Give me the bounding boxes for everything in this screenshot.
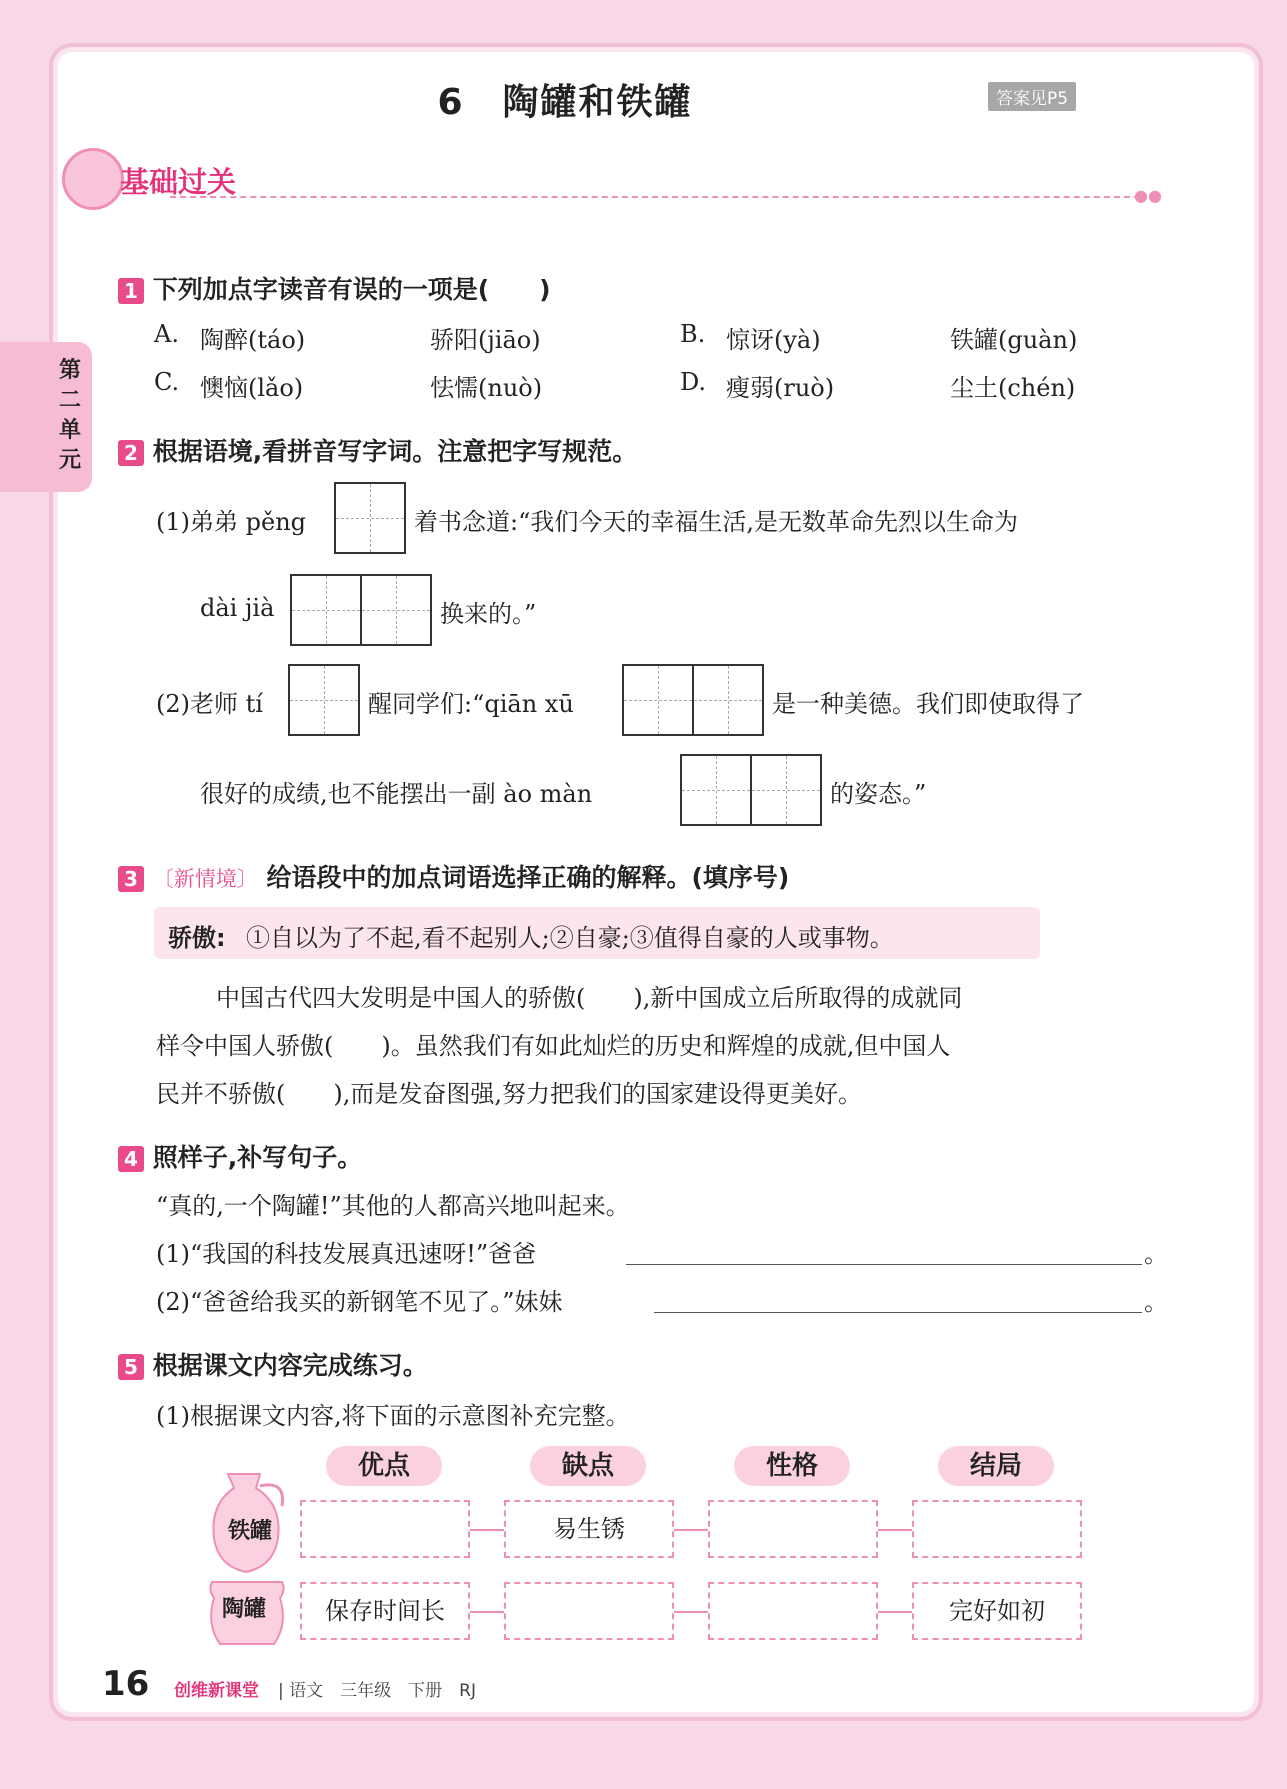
q2-line4-prefix: 很好的成绩,也不能摆出一副 ào màn	[200, 780, 593, 808]
new-context-tag: 〔新情境〕	[152, 867, 258, 891]
writing-grid-daijia[interactable]	[290, 574, 432, 646]
connector	[674, 1529, 708, 1531]
example-sentence: “真的,一个陶罐!”其他的人都高兴地叫起来。	[156, 1192, 630, 1220]
iron-disadvantage-box: 易生锈	[504, 1500, 674, 1558]
book-info: | 语文 三年级 下册 RJ	[278, 1681, 476, 1701]
question-text: 根据语境,看拼音写字词。注意把字写规范。	[152, 437, 638, 466]
sentence-2-end: 。	[1144, 1288, 1168, 1316]
option-b-word-2: 铁罐(guàn)	[950, 326, 1078, 354]
option-a-label: A.	[154, 320, 179, 348]
q2-line3-suffix: 是一种美德。我们即使取得了	[772, 690, 1084, 718]
question-number: 4	[118, 1146, 144, 1172]
lesson-title: 6 陶罐和铁罐	[437, 82, 693, 123]
question-2	[118, 432, 637, 468]
sentence-1-end: 。	[1144, 1240, 1168, 1268]
paragraph-line-1: 中国古代四大发明是中国人的骄傲( ),新中国成立后所取得的成就同	[216, 984, 963, 1012]
answer-reference-tag: 答案见P5	[988, 82, 1076, 111]
q2-line3-middle: 醒同学们:“qiān xū	[368, 690, 574, 718]
writing-grid-ti[interactable]	[288, 664, 360, 736]
question-1	[118, 270, 551, 306]
option-b-word-1: 惊讶(yà)	[726, 326, 821, 354]
q2-line1-suffix: 着书念道:“我们今天的幸福生活,是无数革命先烈以生命为	[414, 508, 1018, 536]
definition-word: 骄傲:	[168, 924, 226, 952]
sentence-2-prompt: (2)“爸爸给我买的新钢笔不见了。”妹妹	[156, 1288, 563, 1316]
mascot-icon	[62, 148, 124, 210]
page-number: 16	[102, 1664, 150, 1704]
connector	[674, 1611, 708, 1613]
section-divider	[170, 196, 1140, 198]
iron-jar-label: 铁罐	[228, 1519, 273, 1544]
option-c-label: C.	[154, 368, 180, 396]
q2-line2-suffix: 换来的。”	[440, 600, 537, 628]
clay-disadvantage-box[interactable]	[504, 1582, 674, 1640]
option-d-label: D.	[680, 368, 707, 396]
clay-advantage-box: 保存时间长	[300, 1582, 470, 1640]
question-number: 5	[118, 1354, 144, 1380]
question-text: 给语段中的加点词语选择正确的解释。(填序号)	[266, 863, 790, 892]
option-b-label: B.	[680, 320, 706, 348]
question-3	[118, 858, 789, 894]
iron-advantage-box[interactable]	[300, 1500, 470, 1558]
connector	[878, 1611, 912, 1613]
connector	[470, 1529, 504, 1531]
option-a-word-1: 陶醉(táo)	[200, 326, 306, 354]
answer-line-1[interactable]	[626, 1264, 1142, 1265]
option-d-word-2: 尘土(chén)	[950, 374, 1076, 402]
iron-personality-box[interactable]	[708, 1500, 878, 1558]
q5-subquestion: (1)根据课文内容,将下面的示意图补充完整。	[156, 1402, 630, 1430]
q2-line1-prefix: (1)弟弟 pěng	[156, 508, 307, 536]
clay-personality-box[interactable]	[708, 1582, 878, 1640]
clay-ending-box: 完好如初	[912, 1582, 1082, 1640]
decorative-dots-icon: ●●	[1134, 186, 1162, 205]
q2-line2-prefix: dài jià	[200, 594, 275, 622]
option-c-word-2: 怯懦(nuò)	[430, 374, 543, 402]
question-number: 1	[118, 278, 144, 304]
definition-text: ①自以为了不起,看不起别人;②自豪;③值得自豪的人或事物。	[246, 924, 894, 952]
writing-grid-peng[interactable]	[334, 482, 406, 554]
option-a-word-2: 骄阳(jiāo)	[430, 326, 541, 354]
connector	[470, 1611, 504, 1613]
paragraph-line-2: 样令中国人骄傲( )。虽然我们有如此灿烂的历史和辉煌的成就,但中国人	[156, 1032, 951, 1060]
question-text: 根据课文内容完成练习。	[152, 1351, 428, 1380]
vase-illustration-icon	[198, 1464, 296, 1654]
answer-line-2[interactable]	[654, 1312, 1142, 1313]
brand-name: 创维新课堂	[174, 1681, 259, 1701]
question-number: 3	[118, 866, 144, 892]
connector	[878, 1529, 912, 1531]
section-title: 基础过关	[120, 165, 237, 199]
option-d-word-1: 瘦弱(ruò)	[726, 374, 835, 402]
clay-jar-label: 陶罐	[222, 1597, 267, 1622]
option-c-word-1: 懊恼(lǎo)	[200, 374, 304, 402]
sentence-1-prompt: (1)“我国的科技发展真迅速呀!”爸爸	[156, 1240, 537, 1268]
writing-grid-aoman[interactable]	[680, 754, 822, 826]
header-disadvantage: 缺点	[530, 1446, 646, 1486]
question-4	[118, 1138, 362, 1174]
q2-line3-prefix: (2)老师 tí	[156, 690, 263, 718]
header-personality: 性格	[734, 1446, 850, 1486]
writing-grid-qianxu[interactable]	[622, 664, 764, 736]
question-5	[118, 1346, 428, 1382]
header-advantage: 优点	[326, 1446, 442, 1486]
iron-ending-box[interactable]	[912, 1500, 1082, 1558]
unit-side-label: 第二单元	[58, 358, 81, 473]
question-text: 照样子,补写句子。	[152, 1143, 363, 1172]
header-ending: 结局	[938, 1446, 1054, 1486]
paragraph-line-3: 民并不骄傲( ),而是发奋图强,努力把我们的国家建设得更美好。	[156, 1080, 862, 1108]
question-text: 下列加点字读音有误的一项是( )	[152, 275, 551, 304]
question-number: 2	[118, 440, 144, 466]
q2-line4-suffix: 的姿态。”	[830, 780, 927, 808]
